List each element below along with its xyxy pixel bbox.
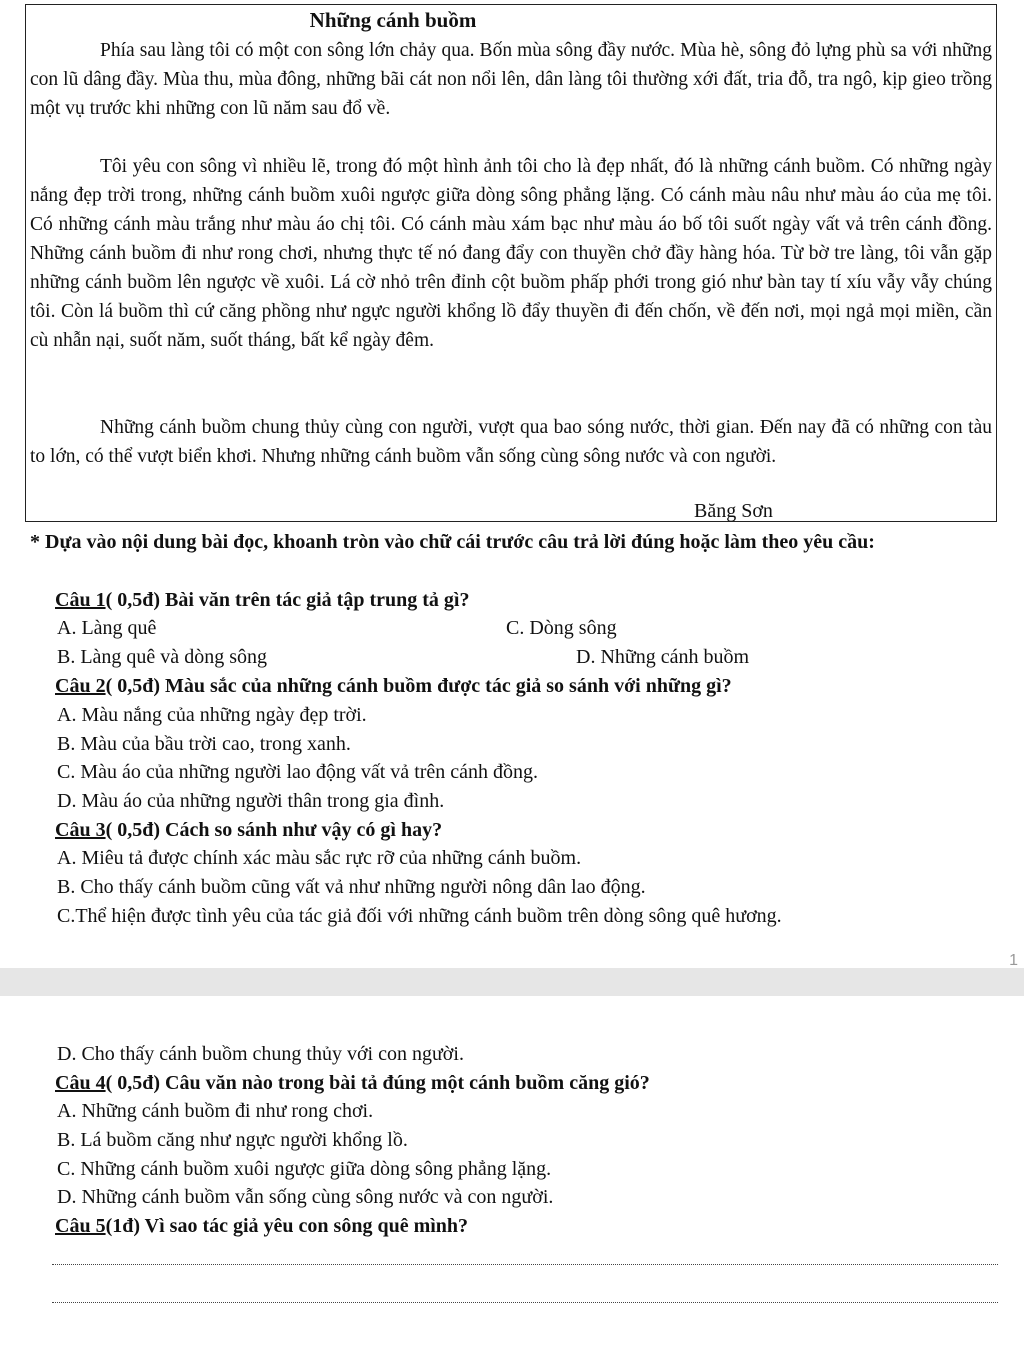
question-5-number: Câu 5: [55, 1215, 106, 1237]
question-2: [55, 672, 732, 700]
question-1-option-c[interactable]: C. Dòng sông: [506, 617, 617, 639]
question-2-option-b[interactable]: B. Màu của bầu trời cao, trong xanh.: [57, 733, 351, 755]
question-3-number: Câu 3: [55, 819, 106, 841]
question-2-option-a[interactable]: A. Màu nắng của những ngày đẹp trời.: [57, 704, 367, 726]
passage-paragraph-1: Phía sau làng tôi có một con sông lớn chảy qua. Bốn mùa sông đầy nước. Mùa hè, sông đỏ lựng phù sa với những con lũ dâng đầy. Mùa thu, mùa đông, những bãi cát non nổi lên, dân làng tôi thường xới đất, tria đỗ, tra ngô, kịp gieo trồng một vụ trước khi những con lũ năm sau đổ về.: [30, 40, 992, 119]
answer-line-2[interactable]: [52, 1302, 998, 1303]
question-4-option-d[interactable]: D. Những cánh buồm vẫn sống cùng sông nước và con người.: [57, 1186, 554, 1208]
question-2-option-c[interactable]: C. Màu áo của những người lao động vất vả trên cánh đồng.: [57, 761, 539, 783]
question-5-text: (1đ) Vì sao tác giả yêu con sông quê mình?: [105, 1215, 469, 1237]
question-1: [55, 586, 469, 614]
question-1-option-d[interactable]: D. Những cánh buồm: [576, 646, 750, 668]
passage-author: Băng Sơn: [694, 500, 773, 522]
question-1-text: ( 0,5đ) Bài văn trên tác giả tập trung tả gì?: [105, 589, 470, 611]
instruction: * Dựa vào nội dung bài đọc, khoanh tròn vào chữ cái trước câu trả lời đúng hoặc làm theo yêu cầu:: [30, 531, 875, 553]
question-2-option-d[interactable]: D. Màu áo của những người thân trong gia đình.: [57, 790, 445, 812]
passage-title-text: Những cánh buồm: [309, 8, 477, 32]
question-4-text: ( 0,5đ) Câu văn nào trong bài tả đúng một cánh buồm căng gió?: [105, 1072, 650, 1094]
page-number: 1: [1009, 952, 1018, 969]
question-2-number: Câu 2: [55, 675, 106, 697]
question-1-option-a[interactable]: A. Làng quê: [57, 617, 157, 639]
question-3-option-c[interactable]: C.Thể hiện được tình yêu của tác giả đối với những cánh buồm trên dòng sông quê hương.: [57, 905, 782, 927]
question-3-option-d[interactable]: D. Cho thấy cánh buồm chung thủy với con người.: [57, 1043, 464, 1065]
question-5: [55, 1212, 468, 1240]
page-divider: [0, 948, 1024, 998]
answer-line-1[interactable]: [52, 1264, 998, 1265]
question-4-option-c[interactable]: C. Những cánh buồm xuôi ngược giữa dòng sông phẳng lặng.: [57, 1158, 552, 1180]
question-3: [55, 816, 442, 844]
question-4-option-b[interactable]: B. Lá buồm căng như ngực người khổng lồ.: [57, 1129, 408, 1151]
question-4-number: Câu 4: [55, 1072, 106, 1094]
question-3-text: ( 0,5đ) Cách so sánh như vậy có gì hay?: [105, 819, 443, 841]
question-3-option-b[interactable]: B. Cho thấy cánh buồm cũng vất vả như những người nông dân lao động.: [57, 876, 646, 898]
passage-paragraph-3: Những cánh buồm chung thủy cùng con người, vượt qua bao sóng nước, thời gian. Đến nay đã có những con tàu to lớn, có thể vượt biển khơi. Nhưng những cánh buồm vẫn sống cùng sông nước và con người.: [30, 417, 992, 467]
question-2-text: ( 0,5đ) Màu sắc của những cánh buồm được tác giả so sánh với những gì?: [105, 675, 732, 697]
question-3-option-a[interactable]: A. Miêu tả được chính xác màu sắc rực rỡ của những cánh buồm.: [57, 847, 582, 869]
passage-title: [0, 8, 1000, 33]
question-1-number: Câu 1: [55, 589, 106, 611]
question-4-option-a[interactable]: A. Những cánh buồm đi như rong chơi.: [57, 1100, 374, 1122]
passage-paragraph-2: Tôi yêu con sông vì nhiều lẽ, trong đó một hình ảnh tôi cho là đẹp nhất, đó là những cánh buồm. Có những ngày nắng đẹp trời trong, những cánh buồm xuôi ngược giữa dòng sông phẳng lặng. Có cánh màu nâu như màu áo của mẹ tôi. Có những cánh màu trắng như màu áo chị tôi. Có cánh màu xám bạc như màu áo bố tôi suốt ngày vất vả trên cánh đồng. Những cánh buồm đi như rong chơi, nhưng thực tế nó đang đẩy con thuyền chở đầy hàng hóa. Từ bờ tre làng, tôi vẫn gặp những cánh buồm lên ngược về xuôi. Lá cờ nhỏ trên đỉnh cột buồm phấp phới trong gió như bàn tay tí xíu vẫy vẫy chúng tôi. Còn lá buồm thì cứ căng phồng như ngực người khổng lồ đẩy thuyền đi đến chốn, về đến nơi, mọi ngả mọi miền, cần cù nhẫn nại, suốt năm, suốt tháng, bất kể ngày đêm.: [30, 156, 992, 351]
question-1-option-b[interactable]: B. Làng quê và dòng sông: [57, 646, 267, 668]
question-4: [55, 1069, 650, 1097]
